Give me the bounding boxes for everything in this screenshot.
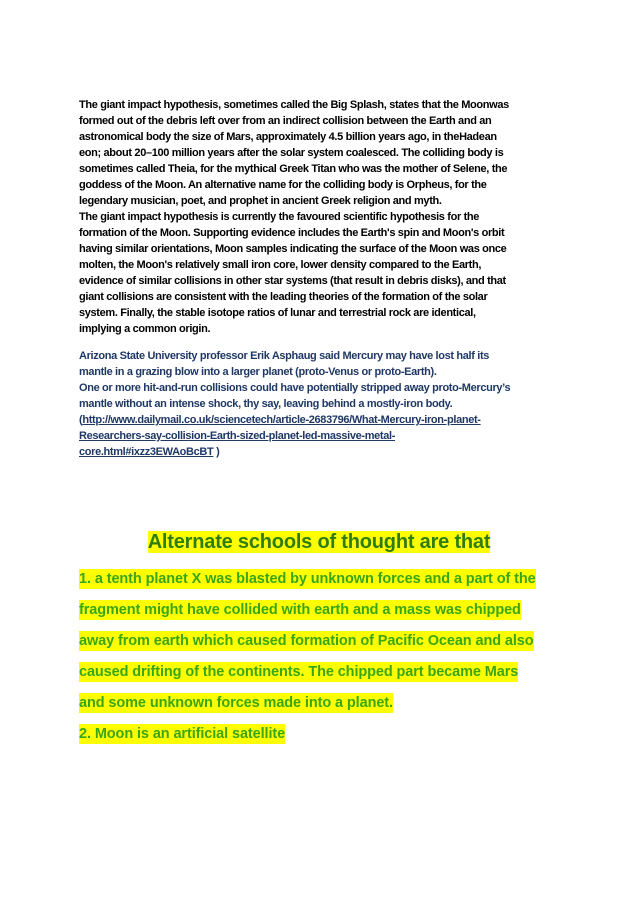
highlighted-text: 2. Moon is an artificial satellite	[79, 726, 286, 742]
text-line: implying a common origin.	[79, 323, 211, 335]
text-line: giant collisions are consistent with the leading theories of the formation of the solar	[79, 291, 488, 303]
list-line	[79, 626, 569, 657]
mercury-quote-paragraph	[79, 348, 579, 460]
text-line: legendary musician, poet, and prophet in ancient Greek religion and myth.	[79, 195, 442, 207]
close-paren: )	[213, 446, 220, 458]
highlighted-text: caused drifting of the continents. The chipped part became Mars	[79, 664, 519, 680]
section-heading	[0, 529, 638, 555]
quote-line: One or more hit-and-run collisions could have potentially stripped away proto-Mercury’s	[79, 382, 511, 394]
source-line	[79, 412, 579, 428]
alternate-theories-list	[79, 564, 569, 750]
text-line: astronomical body the size of Mars, approximately 4.5 billion years ago, in theHadean	[79, 131, 497, 143]
heading-text: Alternate schools of thought are that	[147, 531, 491, 553]
quote-line: mantle in a grazing blow into a larger planet (proto-Venus or proto-Earth).	[79, 366, 437, 378]
text-line: eon; about 20–100 million years after the solar system coalesced. The colliding body is	[79, 147, 504, 159]
highlighted-text: fragment might have collided with earth and a mass was chipped	[79, 602, 521, 618]
list-line	[79, 564, 569, 595]
text-line: molten, the Moon's relatively small iron core, lower density compared to the Earth,	[79, 259, 482, 271]
text-line: formed out of the debris left over from an indirect collision between the Earth and an	[79, 115, 492, 127]
list-line	[79, 719, 569, 750]
text-line: system. Finally, the stable isotope ratios of lunar and terrestrial rock are identical,	[79, 307, 476, 319]
highlighted-text: 1. a tenth planet X was blasted by unknown forces and a part of the	[79, 571, 536, 587]
source-link[interactable]: core.html#ixzz3EWAoBcBT	[79, 446, 214, 458]
text-line: The giant impact hypothesis is currently the favoured scientific hypothesis for the	[79, 211, 480, 223]
highlighted-text: and some unknown forces made into a planet.	[79, 695, 393, 711]
source-link[interactable]: http://www.dailymail.co.uk/sciencetech/article-2683796/What-Mercury-iron-planet-	[82, 414, 481, 426]
source-link[interactable]: Researchers-say-collision-Earth-sized-planet-led-massive-metal-	[79, 430, 396, 442]
list-line	[79, 595, 569, 626]
highlighted-text: away from earth which caused formation of Pacific Ocean and also	[79, 633, 534, 649]
text-line: sometimes called Theia, for the mythical Greek Titan who was the mother of Selene, the	[79, 163, 508, 175]
source-line	[79, 444, 579, 460]
quote-line: mantle without an intense shock, thy say, leaving behind a mostly-iron body.	[79, 398, 453, 410]
text-line: The giant impact hypothesis, sometimes called the Big Splash, states that the Moonwas	[79, 99, 509, 111]
giant-impact-paragraph	[79, 97, 579, 337]
text-line: having similar orientations, Moon samples indicating the surface of the Moon was once	[79, 243, 507, 255]
list-line	[79, 657, 569, 688]
list-line	[79, 688, 569, 719]
quote-line: Arizona State University professor Erik Asphaug said Mercury may have lost half its	[79, 350, 490, 362]
source-line	[79, 428, 579, 444]
text-line: evidence of similar collisions in other star systems (that result in debris disks), and that	[79, 275, 506, 287]
text-line: formation of the Moon. Supporting evidence includes the Earth's spin and Moon's orbit	[79, 227, 505, 239]
open-paren: (	[79, 414, 83, 426]
text-line: goddess of the Moon. An alternative name for the colliding body is Orpheus, for the	[79, 179, 487, 191]
